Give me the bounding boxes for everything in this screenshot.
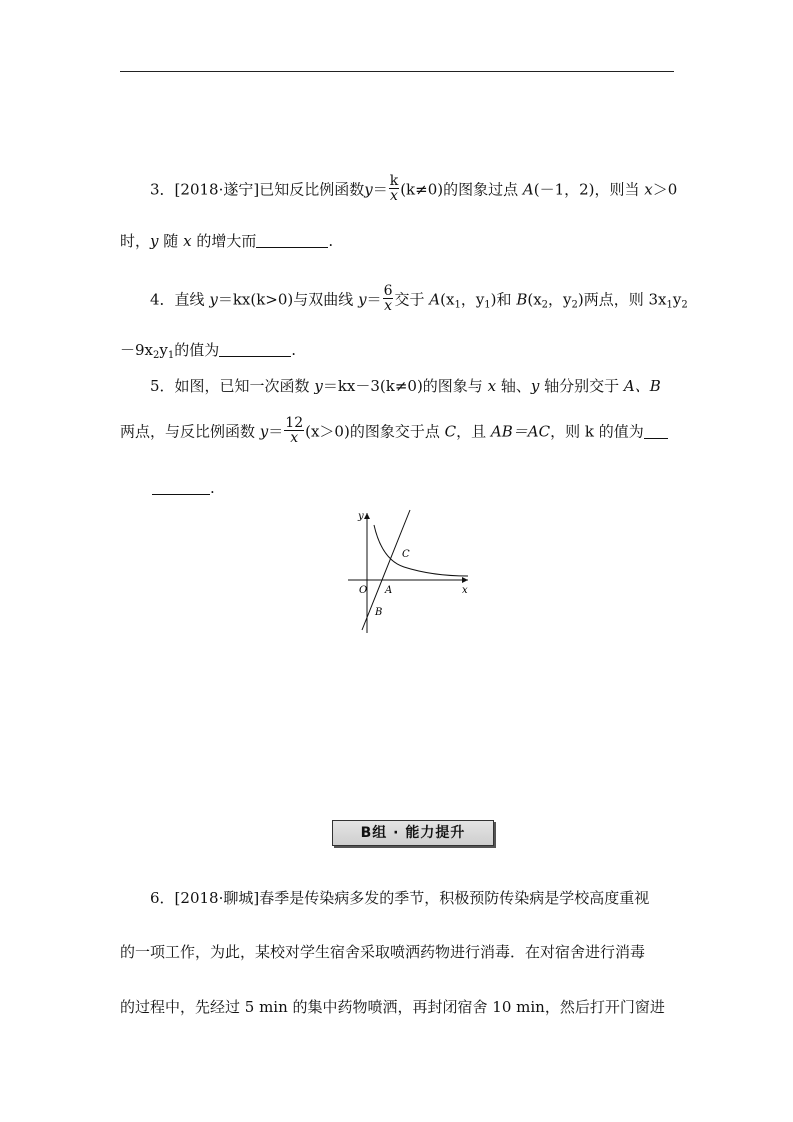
- q4-point-b: B: [516, 290, 528, 309]
- q4-point-a: A: [429, 290, 441, 309]
- q4-text-2: ＝kx(k>0)与双曲线: [217, 290, 354, 309]
- q5-equals: ＝: [268, 422, 284, 441]
- q3-denominator: x: [389, 188, 398, 204]
- q5-text-5: 两点，与反比例函数: [120, 422, 256, 441]
- q5-denominator: x: [290, 430, 299, 446]
- q4-numerator: 6: [383, 283, 393, 299]
- q4-sub-6: 1: [167, 350, 175, 361]
- label-point-c: C: [402, 549, 410, 560]
- q3-equals: ＝: [372, 180, 388, 199]
- q4-denominator: x: [384, 298, 392, 314]
- q5-text-6: (x＞0)的图象交于点: [305, 422, 440, 441]
- label-point-b: B: [375, 607, 383, 618]
- question-4-line-2: [120, 340, 680, 366]
- q5-period: .: [210, 479, 215, 497]
- q3-fraction: [389, 174, 399, 203]
- q3-var-x: x: [644, 180, 653, 199]
- q4-var-y2: y: [358, 290, 367, 309]
- q3-text-2: (k≠0)的图象过点: [400, 180, 519, 199]
- q3-condition: ＞0: [652, 180, 678, 199]
- q3-answer-blank[interactable]: [256, 233, 328, 248]
- q5-var-y3: y: [259, 422, 269, 441]
- q4-sub-4: 2: [681, 299, 688, 311]
- q5-text: 5．如图，已知一次函数: [150, 377, 310, 395]
- x-axis-arrow-icon: [462, 577, 468, 583]
- q5-numerator: 12: [285, 415, 304, 431]
- q3-var-y: y: [364, 180, 373, 199]
- q3-text: 3．[2018·遂宁]已知反比例函数: [150, 180, 365, 199]
- q5-answer-blank-end[interactable]: [152, 480, 210, 495]
- question-5-line-1: [150, 376, 710, 396]
- question-3-line-2: [120, 231, 680, 251]
- question-6-line-1: 6．[2018·聊城]春季是传染病多发的季节，积极预防传染病是学校高度重视: [150, 889, 650, 907]
- q5-text-4: 轴分别交于: [544, 377, 620, 395]
- q3-coords: (－1，2)，则当: [533, 180, 640, 199]
- q5-points-ab: A、B: [623, 377, 661, 395]
- q4-equals: ＝: [366, 290, 382, 309]
- question-5-line-3: [152, 478, 712, 498]
- question-5-line-2: [120, 415, 680, 447]
- label-origin: O: [359, 585, 368, 596]
- question-6-line-2: 的一项工作，为此，某校对学生宿舍采取喷洒药物进行消毒．在对宿舍进行消毒: [120, 943, 646, 961]
- q5-point-c: C: [444, 422, 457, 441]
- q4-sub-2b: 2: [571, 299, 578, 311]
- header-rule: [120, 71, 674, 72]
- linear-function-line: [362, 510, 410, 630]
- q4-text-5: )两点，则 3x: [577, 290, 667, 309]
- q5-text-3: 轴、: [500, 377, 531, 395]
- label-x: x: [462, 585, 468, 596]
- question-4-line-1: [150, 283, 710, 316]
- q4-text-4: )和: [490, 290, 512, 309]
- section-header: B组 · 能力提升: [332, 820, 494, 846]
- q4-text-6: －9x: [120, 341, 154, 359]
- q4-text-3: 交于: [394, 290, 425, 309]
- q3-period: .: [328, 232, 334, 250]
- q5-condition: AB＝AC: [490, 422, 551, 441]
- q3-text-4: 随: [163, 232, 179, 250]
- q5-text-8: ，则 k 的值为: [550, 422, 644, 441]
- q4-var-y: y: [209, 290, 218, 309]
- q5-text-7: ，且: [456, 422, 487, 441]
- function-graph-figure: [340, 505, 475, 635]
- y-axis-arrow-icon: [364, 513, 370, 519]
- question-6-line-3: 的过程中，先经过 5 min 的集中药物喷洒，再封闭宿舍 10 min，然后打开门窗进: [120, 998, 665, 1016]
- q5-fraction: [284, 416, 304, 445]
- q4-sub-2: 2: [541, 299, 549, 311]
- label-point-a: A: [385, 585, 393, 596]
- q3-var-y2: y: [150, 232, 159, 250]
- q4-coord-a2: ，y: [460, 290, 485, 309]
- q4-period: .: [291, 341, 297, 359]
- q3-point-a: A: [522, 180, 534, 199]
- q4-sub-5: 2: [153, 350, 160, 361]
- q4-answer-blank[interactable]: [219, 342, 291, 357]
- q4-coord-b2: ，y: [548, 290, 572, 309]
- q4-var-y4: y: [159, 341, 168, 359]
- q4-fraction: [383, 284, 394, 313]
- q3-text-3: 时，: [120, 232, 151, 250]
- q4-var-y3: y: [672, 290, 682, 309]
- q4-sub-1b: 1: [484, 299, 491, 311]
- q3-numerator: k: [389, 173, 399, 189]
- hyperbola-curve: [374, 525, 468, 576]
- q4-coord-a1: (x: [440, 290, 455, 309]
- q3-var-x2: x: [183, 232, 192, 250]
- q5-var-y: y: [314, 377, 323, 395]
- q3-text-5: 的增大而: [196, 232, 257, 250]
- q4-sub-1: 1: [454, 299, 461, 311]
- q4-text-7: 的值为: [174, 341, 220, 359]
- q4-coord-b1: (x: [527, 290, 542, 309]
- q5-var-x: x: [487, 377, 497, 395]
- label-y: y: [358, 511, 364, 522]
- q5-answer-blank-start[interactable]: [644, 424, 668, 439]
- q5-var-y2: y: [530, 377, 540, 395]
- q5-text-2: ＝kx－3(k≠0)的图象与: [322, 377, 483, 395]
- q4-text: 4．直线: [150, 290, 205, 309]
- q4-sub-3: 1: [666, 299, 673, 311]
- question-3-line-1: [150, 173, 710, 205]
